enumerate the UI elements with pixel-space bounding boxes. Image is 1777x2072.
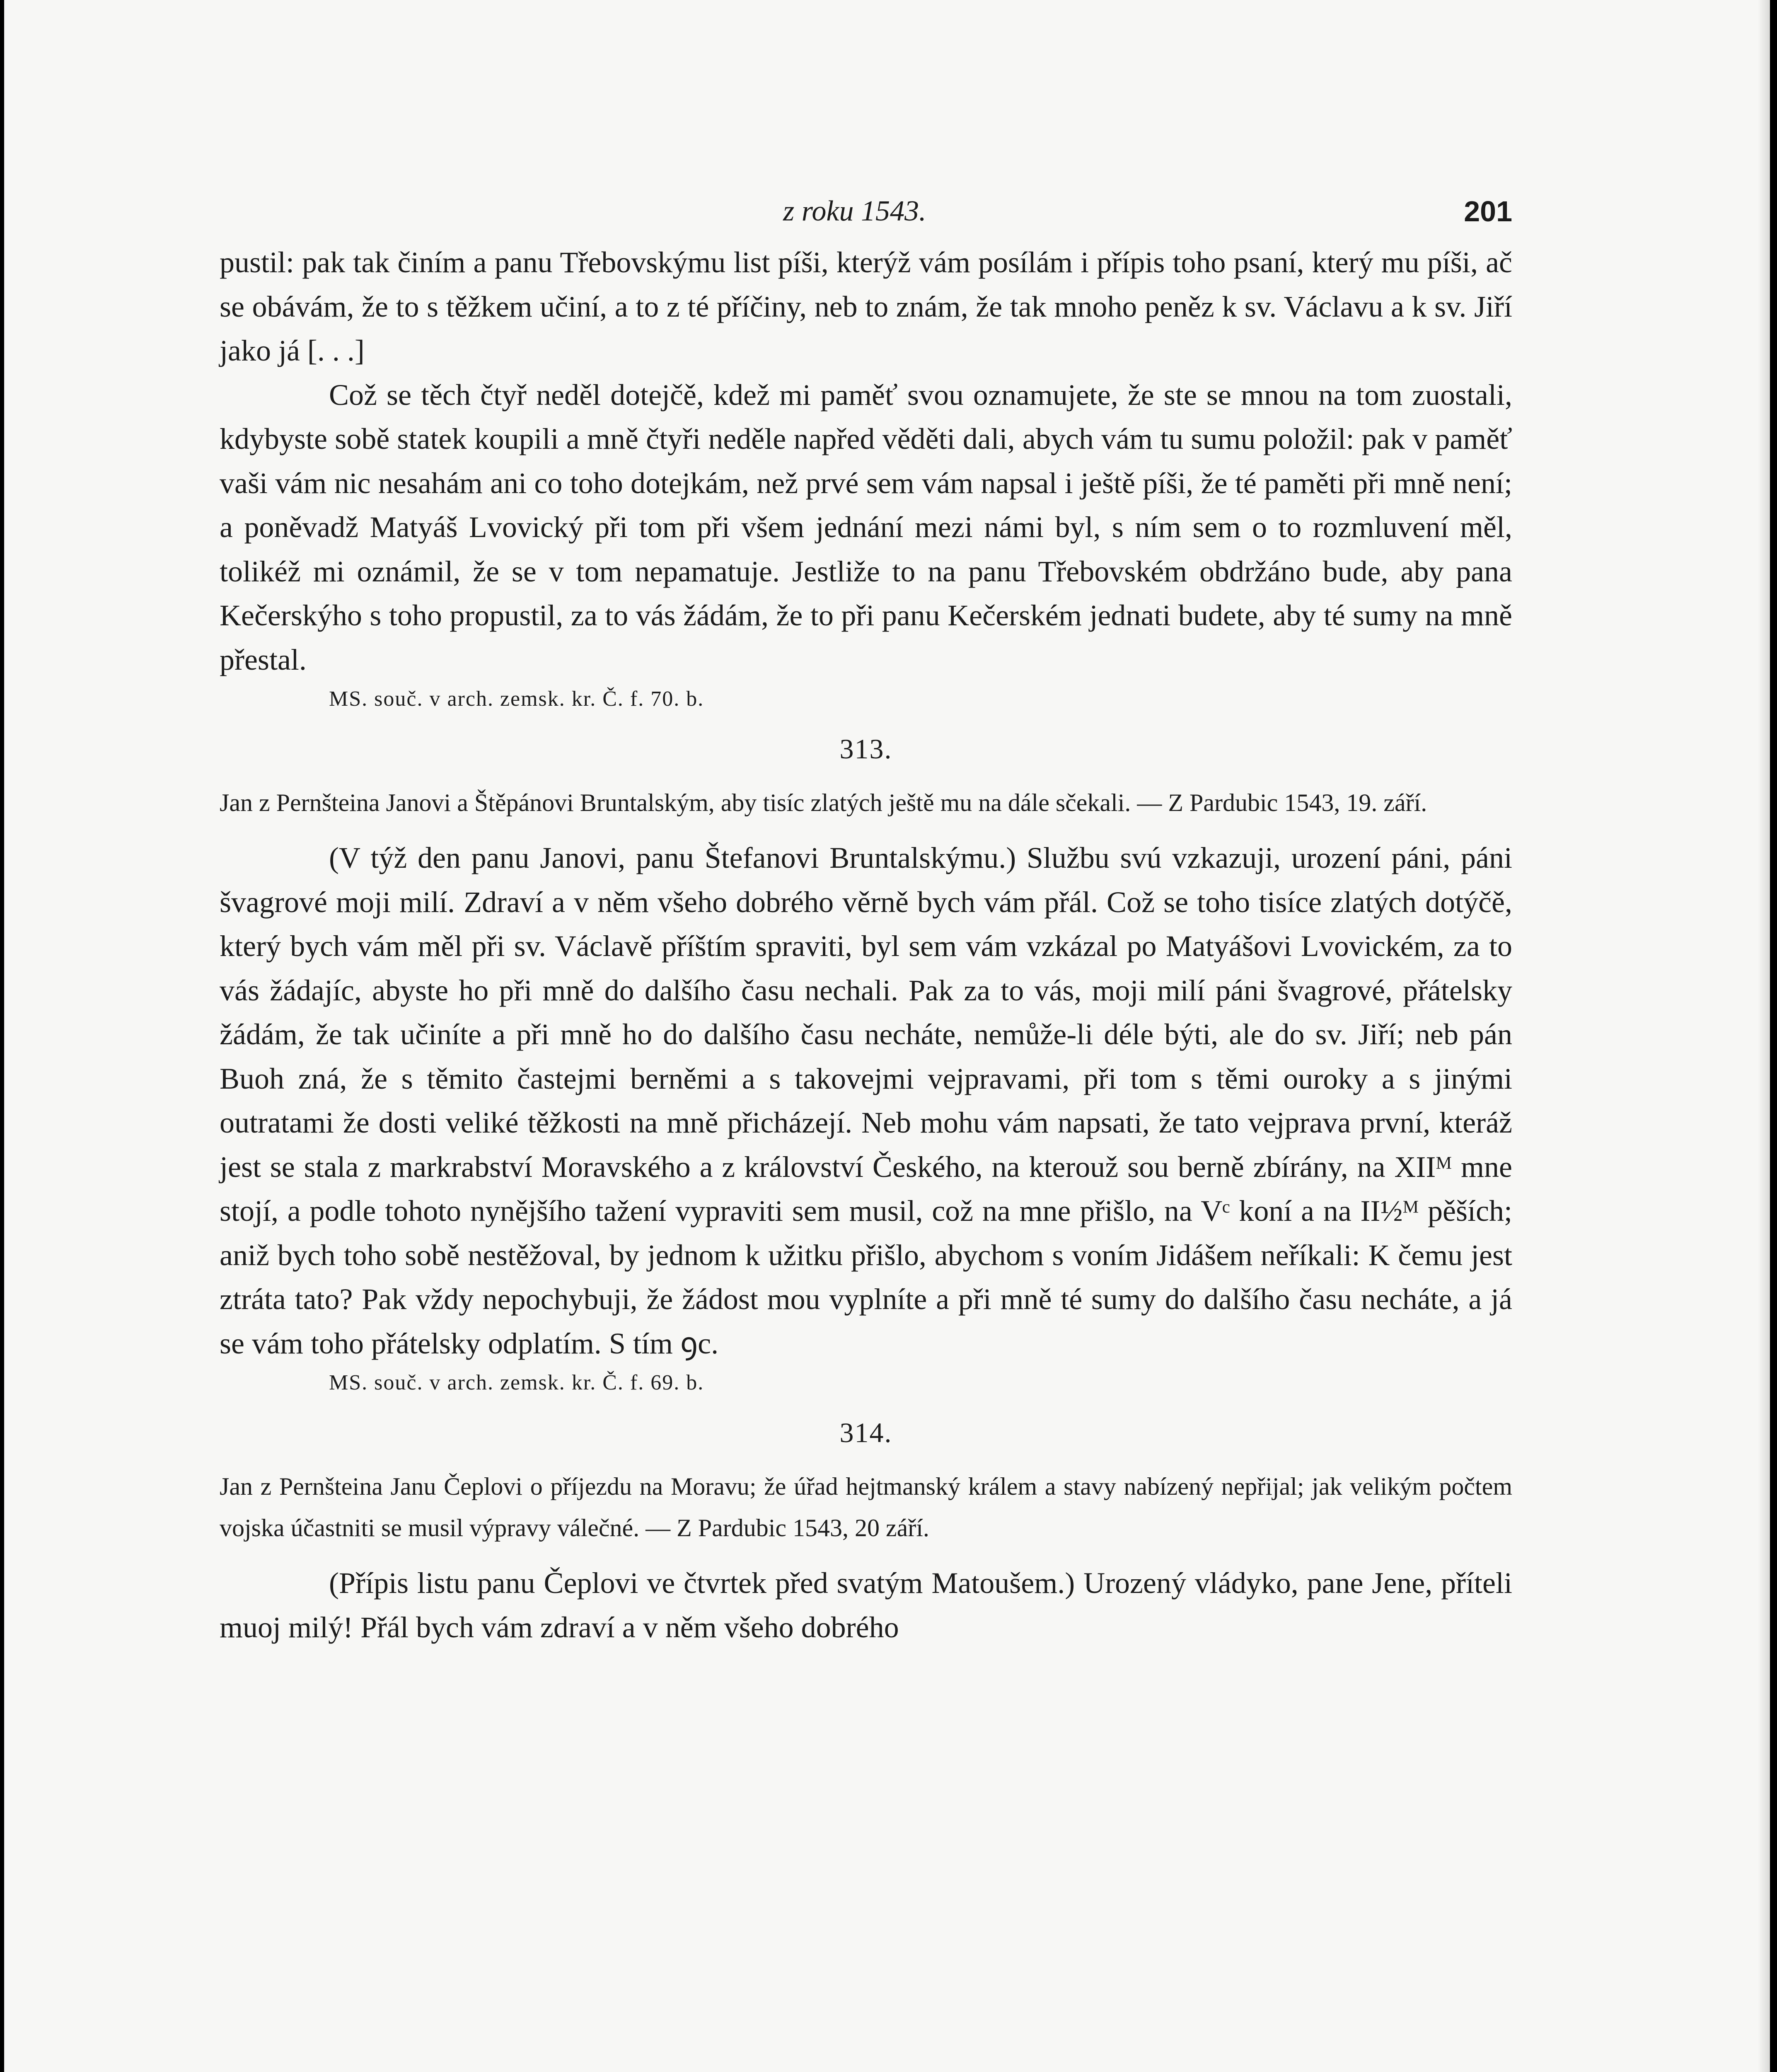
source-note: MS. souč. v arch. zemsk. kr. Č. f. 69. b.	[329, 1371, 704, 1394]
page-edge-shadow	[1758, 0, 1770, 2072]
source-note: MS. souč. v arch. zemsk. kr. Č. f. 70. b.	[329, 687, 704, 711]
page-number: 201	[1464, 195, 1512, 228]
regest-summary: Jan z Pernšteina Janu Čeplovi o příjezdu na Moravu; že úřad hejtmanský králem a stavy nabízený nepřijal; jak velikým počtem vojska účastniti se musil výpravy válečné. — Z Pardubic 1543, 20 září.	[220, 1473, 1512, 1542]
paragraph: (V týž den panu Janovi, panu Štefanovi Bruntalskýmu.) Službu svú vzkazuji, urození páni, páni švagrové moji milí. Zdraví a v něm všeho dobrého věrně bych vám přál. Což se toho tisíce zlatých dotýčě, který bych vám měl při sv. Václavě příštím spraviti, byl sem vám vzkázal po Matyášovi Lvovickém, za to vás žádajíc, abyste ho při mně do dalšího času nechali. Pak za to vás, moji milí páni švagrové, přátelsky žádám, že tak učiníte a při mně ho do dalšího času necháte, nemůže-li déle býti, ale do sv. Jiří; neb pán Buoh zná, že s těmito častejmi berněmi a s takovejmi vejpravami, při tom s těmi ouroky a s jinými outratami že dosti veliké těžkosti na mně přicházejí. Neb mohu vám napsati, že tato vejprava první, kteráž jest se stala z markrabství Moravského a z království Českého, na kterouž sou berně zbírány, na XIIᴹ mne stojí, a podle tohoto nynějšího tažení vypraviti sem musil, což na mne přišlo, na Vᶜ koní a na II½ᴹ pěších; aniž bych toho sobě nestěžoval, by jednom k užitku přišlo, abychom s voním Jidášem neříkali: K čemu jest ztráta tato? Pak vždy nepochybuji, že žádost mou vyplníte a při mně té sumy do dalšího času necháte, a já se vám toho přátelsky odplatím. S tím ꝯc.	[220, 841, 1512, 1360]
paragraph: pustil: pak tak činím a panu Třebovskýmu list píši, kterýž vám posílám i přípis toho psaní, který mu píši, ač se obávám, že to s těžkem učiní, a to z té příčiny, neb to znám, že tak mnoho peněz k sv. Václavu a k sv. Jiří jako já [. . .]	[220, 246, 1512, 367]
running-head	[220, 195, 1512, 240]
document-number: 313.	[839, 733, 892, 765]
paragraph: (Přípis listu panu Čeplovi ve čtvrtek před svatým Matoušem.) Urozený vládyko, pane Jene, příteli muoj milý! Přál bych vám zdraví a v něm všeho dobrého	[220, 1566, 1512, 1644]
running-head-title: z roku 1543.	[783, 195, 926, 227]
document-page	[4, 0, 1770, 2072]
document-number: 314.	[839, 1417, 892, 1448]
paragraph: Což se těch čtyř neděl dotejčě, kdež mi paměť svou oznamujete, že ste se mnou na tom zuostali, kdybyste sobě statek koupili a mně čtyři neděle napřed věděti dali, abych vám tu sumu položil: pak v paměť vaši vám nic nesahám ani co toho dotejkám, než prvé sem vám napsal i ještě píši, že té paměti při mně není; a poněvadž Matyáš Lvovický při tom při všem jednání mezi námi byl, s ním sem o to rozmluvení měl, tolikéž mi oznámil, že se v tom nepamatuje. Jestliže to na panu Třebovském obdržáno bude, aby pana Kečerskýho s toho propustil, za to vás žádám, že to při panu Kečerském jednati budete, aby té sumy na mně přestal.	[220, 378, 1512, 676]
regest-summary: Jan z Pernšteina Janovi a Štěpánovi Bruntalským, aby tisíc zlatých ještě mu na dále sčekali. — Z Pardubic 1543, 19. září.	[220, 789, 1427, 816]
page-content	[220, 195, 1512, 1649]
